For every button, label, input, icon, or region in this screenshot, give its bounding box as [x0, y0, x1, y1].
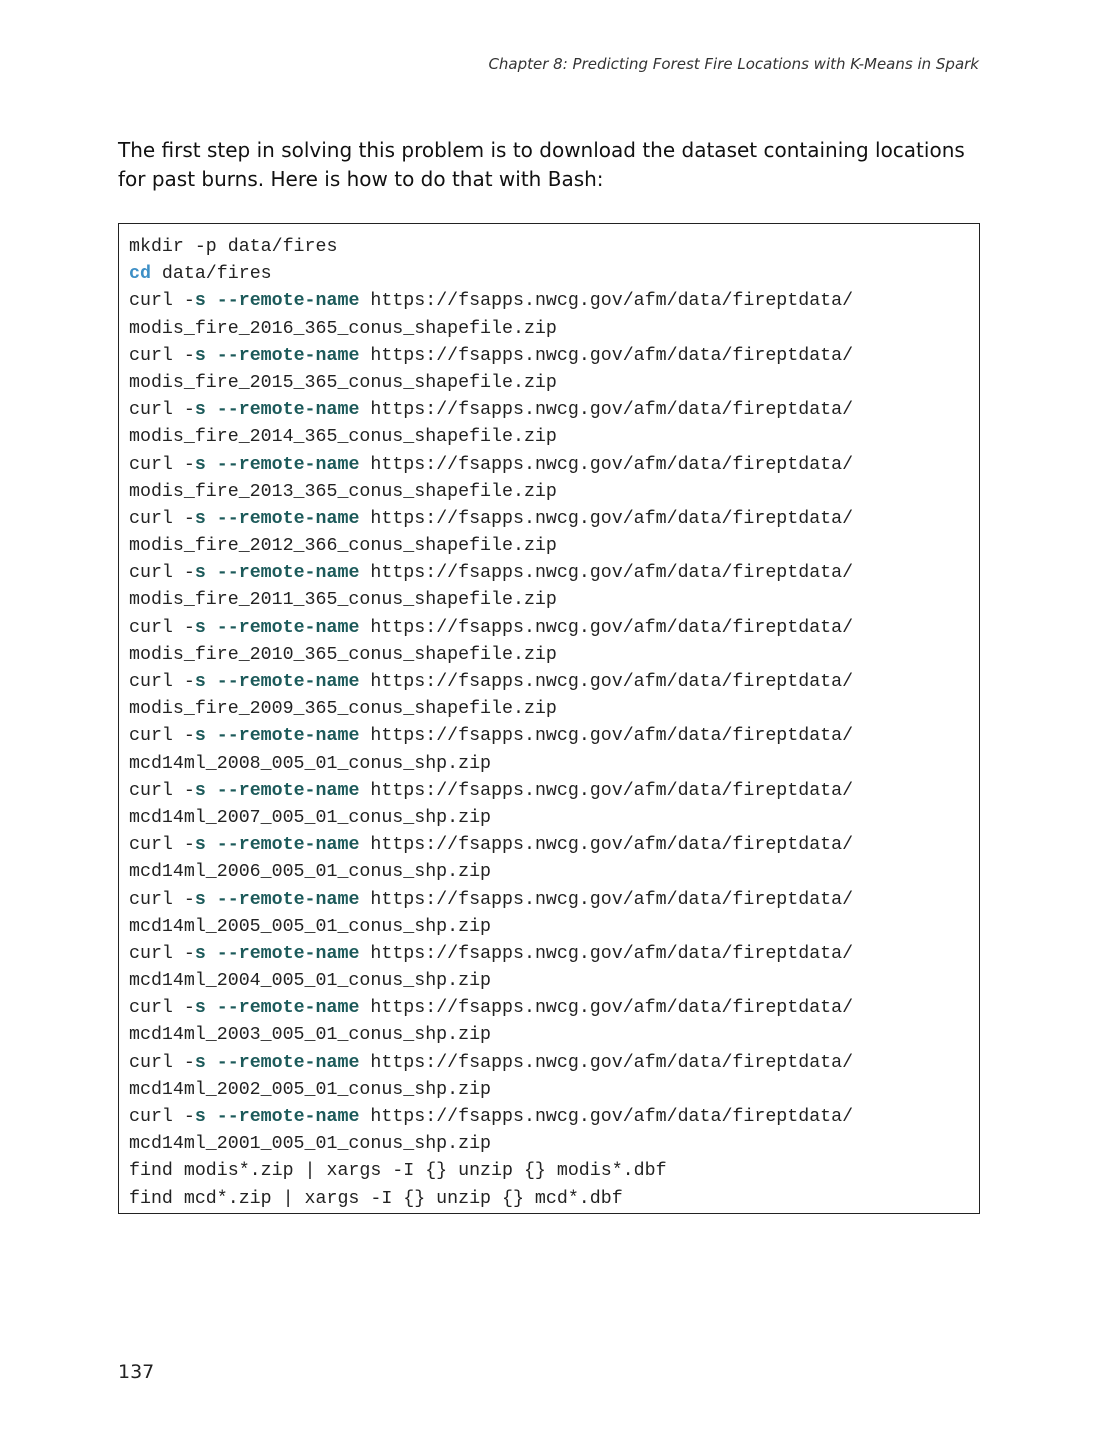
code-option-flag: --remote-name — [216, 508, 360, 529]
code-option-flag: --remote-name — [216, 998, 360, 1019]
code-text: curl - — [129, 454, 195, 475]
code-line — [129, 968, 969, 995]
code-text: mcd14ml_2005_005_01_conus_shp.zip — [129, 916, 492, 937]
code-text: modis_fire_2012_366_conus_shapefile.zip — [129, 536, 557, 557]
code-option-flag: --remote-name — [216, 400, 360, 421]
code-line — [129, 560, 969, 587]
code-line — [129, 1050, 969, 1077]
code-line — [129, 343, 969, 370]
code-text — [206, 1107, 217, 1127]
intro-paragraph: The first step in solving this problem is to download the dataset containing locations for past burns. Here is how to do that with Bash: — [118, 138, 965, 191]
code-option-flag: s — [194, 1052, 206, 1073]
code-option-flag: --remote-name — [216, 345, 360, 366]
code-builtin-keyword: cd — [129, 264, 151, 285]
code-option-flag: s — [194, 400, 206, 421]
code-text — [206, 944, 217, 964]
code-text — [206, 998, 217, 1018]
code-text: https://fsapps.nwcg.gov/afm/data/fireptdata/ — [359, 889, 854, 910]
code-line — [129, 914, 969, 941]
code-text: mcd14ml_2006_005_01_conus_shp.zip — [129, 862, 492, 883]
code-text: https://fsapps.nwcg.gov/afm/data/fireptdata/ — [359, 943, 854, 964]
code-line — [129, 941, 969, 968]
code-text: curl - — [129, 998, 195, 1019]
code-text: modis_fire_2014_365_conus_shapefile.zip — [129, 427, 557, 448]
code-text: mcd14ml_2007_005_01_conus_shp.zip — [129, 807, 492, 828]
code-text: find mcd*.zip | xargs -I {} unzip {} mcd*.dbf — [129, 1188, 623, 1209]
code-text: mcd14ml_2002_005_01_conus_shp.zip — [129, 1079, 492, 1100]
code-line — [129, 1022, 969, 1049]
code-option-flag: --remote-name — [216, 1052, 360, 1073]
code-block — [118, 223, 980, 1214]
code-text: https://fsapps.nwcg.gov/afm/data/fireptdata/ — [359, 345, 854, 366]
code-option-flag: --remote-name — [216, 563, 360, 584]
code-text: mcd14ml_2001_005_01_conus_shp.zip — [129, 1134, 492, 1155]
code-option-flag: s — [194, 291, 206, 312]
code-line — [129, 696, 969, 723]
code-text: curl - — [129, 1052, 195, 1073]
code-text: mcd14ml_2008_005_01_conus_shp.zip — [129, 753, 492, 774]
code-text: curl - — [129, 563, 195, 584]
code-line — [129, 805, 969, 832]
code-text: https://fsapps.nwcg.gov/afm/data/fireptdata/ — [359, 291, 854, 312]
code-line — [129, 1077, 969, 1104]
code-text: data/fires — [150, 264, 272, 285]
code-text — [206, 291, 217, 311]
code-text: mkdir -p data/fires — [129, 237, 338, 257]
code-line — [129, 261, 969, 288]
code-option-flag: --remote-name — [216, 943, 360, 964]
code-line — [129, 479, 969, 506]
code-line — [129, 859, 969, 886]
code-option-flag: s — [194, 726, 206, 747]
code-text: curl - — [129, 780, 195, 801]
code-text: https://fsapps.nwcg.gov/afm/data/fireptdata/ — [359, 454, 854, 475]
code-text — [206, 890, 217, 910]
code-option-flag: --remote-name — [216, 672, 360, 692]
code-text — [206, 618, 217, 638]
code-text: curl - — [129, 889, 195, 910]
code-text — [206, 672, 217, 692]
code-line — [129, 316, 969, 343]
code-option-flag: --remote-name — [216, 454, 360, 475]
code-text: curl - — [129, 508, 195, 529]
code-text — [206, 835, 217, 855]
code-line — [129, 832, 969, 859]
code-option-flag: s — [194, 780, 206, 801]
code-option-flag: --remote-name — [216, 1107, 360, 1127]
code-line — [129, 1104, 969, 1131]
code-option-flag: s — [194, 943, 206, 964]
code-text: mcd14ml_2004_005_01_conus_shp.zip — [129, 971, 492, 992]
code-option-flag: --remote-name — [216, 835, 360, 856]
code-text: curl - — [129, 672, 195, 692]
code-text — [206, 563, 217, 583]
code-line — [129, 1131, 969, 1158]
code-line — [129, 533, 969, 560]
code-text: modis_fire_2013_365_conus_shapefile.zip — [129, 481, 557, 502]
code-text: curl - — [129, 617, 195, 638]
code-text — [206, 1053, 217, 1073]
code-line — [129, 234, 969, 261]
code-option-flag: s — [194, 672, 206, 692]
code-line — [129, 642, 969, 669]
code-line — [129, 506, 969, 533]
code-text: https://fsapps.nwcg.gov/afm/data/fireptdata/ — [359, 835, 854, 856]
code-text: https://fsapps.nwcg.gov/afm/data/fireptdata/ — [359, 1107, 854, 1127]
code-line — [129, 995, 969, 1022]
code-text — [206, 400, 217, 420]
code-option-flag: --remote-name — [216, 726, 360, 747]
code-text — [206, 346, 217, 366]
code-text: https://fsapps.nwcg.gov/afm/data/fireptdata/ — [359, 998, 854, 1019]
code-text: curl - — [129, 291, 195, 312]
code-option-flag: --remote-name — [216, 889, 360, 910]
code-line — [129, 723, 969, 750]
code-text: curl - — [129, 943, 195, 964]
code-text: modis_fire_2016_365_conus_shapefile.zip — [129, 318, 557, 339]
code-text: curl - — [129, 835, 195, 856]
code-option-flag: s — [194, 998, 206, 1019]
code-option-flag: s — [194, 508, 206, 529]
code-text: https://fsapps.nwcg.gov/afm/data/fireptdata/ — [359, 563, 854, 584]
code-text — [206, 455, 217, 475]
running-header: Chapter 8: Predicting Forest Fire Locations with K-Means in Spark — [488, 55, 979, 73]
code-text: https://fsapps.nwcg.gov/afm/data/fireptdata/ — [359, 617, 854, 638]
code-option-flag: --remote-name — [216, 617, 360, 638]
code-text: modis_fire_2010_365_conus_shapefile.zip — [129, 644, 557, 665]
code-line — [129, 887, 969, 914]
code-text: https://fsapps.nwcg.gov/afm/data/fireptdata/ — [359, 672, 854, 692]
code-text: modis_fire_2015_365_conus_shapefile.zip — [129, 372, 557, 393]
code-line — [129, 424, 969, 451]
code-option-flag: s — [194, 617, 206, 638]
code-option-flag: --remote-name — [216, 291, 360, 312]
code-text — [206, 726, 217, 746]
code-text: https://fsapps.nwcg.gov/afm/data/fireptdata/ — [359, 1052, 854, 1073]
code-option-flag: s — [194, 889, 206, 910]
code-line — [129, 1186, 969, 1213]
page-number: 137 — [118, 1361, 155, 1383]
code-text — [206, 781, 217, 801]
code-text: modis_fire_2011_365_conus_shapefile.zip — [129, 590, 557, 611]
code-option-flag: s — [194, 563, 206, 584]
code-line — [129, 587, 969, 614]
code-line — [129, 288, 969, 315]
code-text: modis_fire_2009_365_conus_shapefile.zip — [129, 699, 557, 720]
code-text: curl - — [129, 345, 195, 366]
code-text: https://fsapps.nwcg.gov/afm/data/fireptdata/ — [359, 780, 854, 801]
code-line — [129, 669, 969, 696]
code-line — [129, 615, 969, 642]
code-text: find modis*.zip | xargs -I {} unzip {} modis*.dbf — [129, 1161, 667, 1182]
code-option-flag: s — [194, 454, 206, 475]
code-line — [129, 452, 969, 479]
code-line — [129, 751, 969, 778]
code-option-flag: s — [194, 1107, 206, 1127]
code-line — [129, 370, 969, 397]
code-line — [129, 1158, 969, 1185]
code-text: curl - — [129, 1107, 195, 1127]
code-option-flag: s — [194, 835, 206, 856]
code-option-flag: s — [194, 345, 206, 366]
code-text: mcd14ml_2003_005_01_conus_shp.zip — [129, 1025, 492, 1046]
code-option-flag: --remote-name — [216, 780, 360, 801]
code-text: https://fsapps.nwcg.gov/afm/data/fireptdata/ — [359, 400, 854, 421]
code-text — [206, 509, 217, 529]
code-text: curl - — [129, 400, 195, 421]
code-text: https://fsapps.nwcg.gov/afm/data/fireptdata/ — [359, 508, 854, 529]
code-line — [129, 778, 969, 805]
code-text: https://fsapps.nwcg.gov/afm/data/fireptdata/ — [359, 726, 854, 747]
code-line — [129, 397, 969, 424]
code-text: curl - — [129, 726, 195, 747]
